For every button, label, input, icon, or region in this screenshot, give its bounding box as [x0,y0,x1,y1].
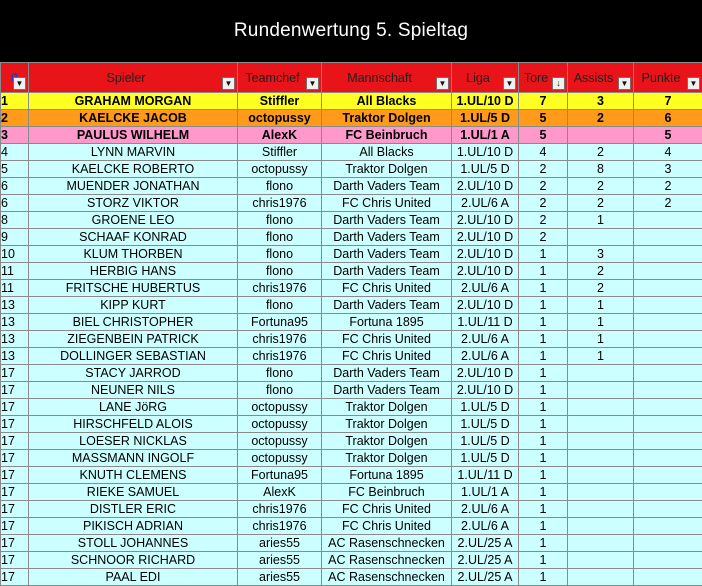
mannschaft-cell[interactable]: Darth Vaders Team [322,263,452,280]
mannschaft-cell[interactable]: Darth Vaders Team [322,297,452,314]
column-header-tore[interactable]: Tore ↓ [519,63,568,93]
rank-cell[interactable]: 8 [1,212,29,229]
table-row [1,399,702,416]
table-row [1,127,702,144]
mannschaft-cell[interactable]: AC Rasenschnecken [322,569,452,586]
header-row [1,63,702,93]
table-row [1,246,702,263]
sort-desc-icon[interactable]: ↓ [552,77,565,90]
assists-cell[interactable]: 8 [568,161,634,178]
spieler-cell[interactable]: RIEKE SAMUEL [29,484,238,501]
assists-cell[interactable]: 1 [568,331,634,348]
punkte-cell[interactable] [634,212,702,229]
spieler-cell[interactable]: MASSMANN INGOLF [29,450,238,467]
assists-cell[interactable] [568,484,634,501]
assists-cell[interactable] [568,127,634,144]
liga-cell[interactable]: 1.UL/10 D [452,93,519,110]
spieler-cell[interactable]: GRAHAM MORGAN [29,93,238,110]
spieler-cell[interactable]: BIEL CHRISTOPHER [29,314,238,331]
liga-cell[interactable]: 2.UL/25 A [452,535,519,552]
rank-cell[interactable]: 4 [1,144,29,161]
rank-cell[interactable]: 11 [1,280,29,297]
liga-cell[interactable]: 2.UL/6 A [452,195,519,212]
mannschaft-cell[interactable]: All Blacks [322,144,452,161]
mannschaft-cell[interactable]: Traktor Dolgen [322,416,452,433]
punkte-cell[interactable] [634,280,702,297]
spieler-cell[interactable]: SCHAAF KONRAD [29,229,238,246]
spieler-cell[interactable]: STOLL JOHANNES [29,535,238,552]
tore-cell[interactable]: 1 [519,450,568,467]
tore-cell[interactable]: 1 [519,314,568,331]
punkte-cell[interactable]: 5 [634,127,702,144]
liga-cell[interactable]: 2.UL/6 A [452,280,519,297]
tore-cell[interactable]: 1 [519,331,568,348]
mannschaft-cell[interactable]: FC Chris United [322,518,452,535]
tore-cell[interactable]: 1 [519,569,568,586]
rank-cell[interactable]: 6 [1,195,29,212]
mannschaft-cell[interactable]: Fortuna 1895 [322,467,452,484]
assists-cell[interactable]: 3 [568,93,634,110]
table-row [1,569,702,586]
punkte-cell[interactable] [634,246,702,263]
spieler-cell[interactable]: KLUM THORBEN [29,246,238,263]
table-row [1,331,702,348]
spieler-cell[interactable]: KIPP KURT [29,297,238,314]
spieler-cell[interactable]: NEUNER NILS [29,382,238,399]
spieler-cell[interactable]: KNUTH CLEMENS [29,467,238,484]
spieler-cell[interactable]: KAELCKE ROBERTO [29,161,238,178]
mannschaft-cell[interactable]: FC Chris United [322,280,452,297]
rank-cell[interactable]: 13 [1,331,29,348]
spieler-cell[interactable]: SCHNOOR RICHARD [29,552,238,569]
tore-cell[interactable]: 1 [519,501,568,518]
mannschaft-cell[interactable]: Darth Vaders Team [322,229,452,246]
assists-cell[interactable] [568,569,634,586]
liga-cell[interactable]: 1.UL/5 D [452,161,519,178]
teamchef-cell[interactable]: octopussy [238,433,322,450]
rank-cell[interactable]: 13 [1,314,29,331]
tore-cell[interactable]: 1 [519,246,568,263]
liga-cell[interactable]: 2.UL/10 D [452,382,519,399]
mannschaft-cell[interactable]: Traktor Dolgen [322,450,452,467]
mannschaft-cell[interactable]: FC Chris United [322,195,452,212]
teamchef-cell[interactable]: Fortuna95 [238,314,322,331]
filter-dropdown-icon[interactable]: ▼ [222,77,235,90]
spieler-cell[interactable]: MUENDER JONATHAN [29,178,238,195]
filter-dropdown-icon[interactable]: ▼ [436,77,449,90]
rank-cell[interactable]: 13 [1,297,29,314]
punkte-cell[interactable] [634,229,702,246]
punkte-cell[interactable] [634,467,702,484]
table-row [1,195,702,212]
rank-cell[interactable]: 2 [1,110,29,127]
mannschaft-cell[interactable]: FC Beinbruch [322,484,452,501]
rank-cell[interactable]: 17 [1,518,29,535]
assists-cell[interactable] [568,535,634,552]
assists-cell[interactable]: 3 [568,246,634,263]
rank-cell[interactable]: 17 [1,569,29,586]
spieler-cell[interactable]: GROENE LEO [29,212,238,229]
rank-cell[interactable]: 17 [1,399,29,416]
liga-cell[interactable]: 2.UL/6 A [452,501,519,518]
liga-cell[interactable]: 2.UL/6 A [452,348,519,365]
tore-cell[interactable]: 1 [519,552,568,569]
column-header-mannschaft[interactable]: Mannschaft ▼ [322,63,452,93]
tore-cell[interactable]: 5 [519,127,568,144]
tore-cell[interactable]: 1 [519,348,568,365]
assists-cell[interactable]: 1 [568,314,634,331]
rank-cell[interactable]: 17 [1,365,29,382]
liga-cell[interactable]: 1.UL/10 D [452,144,519,161]
teamchef-cell[interactable]: flono [238,365,322,382]
tore-cell[interactable]: 2 [519,161,568,178]
tore-cell[interactable]: 1 [519,297,568,314]
punkte-cell[interactable]: 2 [634,195,702,212]
teamchef-cell[interactable]: octopussy [238,110,322,127]
rank-cell[interactable]: 17 [1,484,29,501]
teamchef-cell[interactable]: octopussy [238,161,322,178]
table-row [1,416,702,433]
table-row [1,314,702,331]
spieler-cell[interactable]: LOESER NICKLAS [29,433,238,450]
table-row [1,110,702,127]
liga-cell[interactable]: 2.UL/10 D [452,246,519,263]
liga-cell[interactable]: 2.UL/6 A [452,331,519,348]
tore-cell[interactable]: 1 [519,365,568,382]
liga-cell[interactable]: 1.UL/11 D [452,314,519,331]
table-row [1,144,702,161]
liga-cell[interactable]: 2.UL/10 D [452,229,519,246]
punkte-cell[interactable]: 2 [634,178,702,195]
liga-cell[interactable]: 1.UL/5 D [452,433,519,450]
liga-cell[interactable]: 1.UL/1 A [452,484,519,501]
liga-cell[interactable]: 2.UL/10 D [452,263,519,280]
liga-cell[interactable]: 2.UL/25 A [452,569,519,586]
mannschaft-cell[interactable]: Traktor Dolgen [322,161,452,178]
liga-cell[interactable]: 2.UL/10 D [452,297,519,314]
teamchef-cell[interactable]: AlexK [238,484,322,501]
rank-cell[interactable]: 17 [1,382,29,399]
liga-cell[interactable]: 1.UL/5 D [452,416,519,433]
assists-cell[interactable] [568,399,634,416]
table-row [1,348,702,365]
mannschaft-cell[interactable]: Darth Vaders Team [322,382,452,399]
mannschaft-cell[interactable]: Darth Vaders Team [322,246,452,263]
table-row [1,161,702,178]
spieler-cell[interactable]: PAULUS WILHELM [29,127,238,144]
assists-cell[interactable] [568,467,634,484]
assists-cell[interactable]: 2 [568,280,634,297]
filter-dropdown-icon[interactable]: ▼ [13,77,26,90]
tore-cell[interactable]: 2 [519,178,568,195]
rank-cell[interactable]: 5 [1,161,29,178]
punkte-cell[interactable] [634,450,702,467]
teamchef-cell[interactable]: flono [238,212,322,229]
liga-cell[interactable]: 1.UL/11 D [452,467,519,484]
rank-cell[interactable]: 17 [1,450,29,467]
teamchef-cell[interactable]: flono [238,178,322,195]
liga-cell[interactable]: 2.UL/10 D [452,365,519,382]
table-row [1,382,702,399]
teamchef-cell[interactable]: flono [238,382,322,399]
teamchef-cell[interactable]: aries55 [238,569,322,586]
assists-cell[interactable] [568,450,634,467]
ranking-table [0,62,702,586]
liga-cell[interactable]: 2.UL/10 D [452,212,519,229]
mannschaft-cell[interactable]: Darth Vaders Team [322,178,452,195]
spieler-cell[interactable]: KAELCKE JACOB [29,110,238,127]
tore-cell[interactable]: 1 [519,433,568,450]
punkte-cell[interactable] [634,569,702,586]
spieler-cell[interactable]: PIKISCH ADRIAN [29,518,238,535]
liga-cell[interactable]: 1.UL/5 D [452,450,519,467]
spieler-cell[interactable]: PAAL EDI [29,569,238,586]
assists-cell[interactable]: 1 [568,212,634,229]
filter-dropdown-icon[interactable]: ▼ [503,77,516,90]
table-row [1,178,702,195]
sheet-title-bar [0,0,702,62]
mannschaft-cell[interactable]: Fortuna 1895 [322,314,452,331]
teamchef-cell[interactable]: aries55 [238,552,322,569]
mannschaft-cell[interactable]: AC Rasenschnecken [322,552,452,569]
assists-cell[interactable] [568,518,634,535]
punkte-cell[interactable] [634,552,702,569]
rank-cell[interactable]: 17 [1,552,29,569]
tore-cell[interactable]: 1 [519,399,568,416]
column-header-spieler[interactable]: Spieler ▼ [29,63,238,93]
table-row [1,297,702,314]
teamchef-cell[interactable]: chris1976 [238,331,322,348]
mannschaft-cell[interactable]: AC Rasenschnecken [322,535,452,552]
rank-cell[interactable]: 17 [1,535,29,552]
rank-cell[interactable]: 6 [1,178,29,195]
assists-cell[interactable] [568,382,634,399]
teamchef-cell[interactable]: aries55 [238,535,322,552]
liga-cell[interactable]: 2.UL/6 A [452,518,519,535]
mannschaft-cell[interactable]: Traktor Dolgen [322,433,452,450]
mannschaft-cell[interactable]: FC Chris United [322,331,452,348]
table-row [1,450,702,467]
table-row [1,518,702,535]
punkte-cell[interactable]: 4 [634,144,702,161]
teamchef-cell[interactable]: chris1976 [238,280,322,297]
rank-cell[interactable]: 3 [1,127,29,144]
column-header-teamchef[interactable]: Teamchef ▼ [238,63,322,93]
teamchef-cell[interactable]: Fortuna95 [238,467,322,484]
liga-cell[interactable]: 2.UL/10 D [452,178,519,195]
assists-cell[interactable] [568,501,634,518]
punkte-cell[interactable] [634,518,702,535]
filter-dropdown-icon[interactable]: ▼ [306,77,319,90]
punkte-cell[interactable] [634,382,702,399]
tore-cell[interactable]: 1 [519,535,568,552]
tore-cell[interactable]: 2 [519,229,568,246]
table-row [1,93,702,110]
filter-dropdown-icon[interactable]: ▼ [618,77,631,90]
punkte-cell[interactable]: 6 [634,110,702,127]
teamchef-cell[interactable]: flono [238,263,322,280]
tore-cell[interactable]: 1 [519,518,568,535]
punkte-cell[interactable] [634,501,702,518]
mannschaft-cell[interactable]: Traktor Dolgen [322,399,452,416]
teamchef-cell[interactable]: chris1976 [238,348,322,365]
spieler-cell[interactable]: LANE JöRG [29,399,238,416]
rank-cell[interactable]: 17 [1,416,29,433]
spieler-cell[interactable]: DISTLER ERIC [29,501,238,518]
spieler-cell[interactable]: ZIEGENBEIN PATRICK [29,331,238,348]
tore-cell[interactable]: 2 [519,212,568,229]
teamchef-cell[interactable]: octopussy [238,450,322,467]
teamchef-cell[interactable]: octopussy [238,399,322,416]
tore-cell[interactable]: 1 [519,416,568,433]
table-row [1,484,702,501]
punkte-cell[interactable] [634,331,702,348]
tore-cell[interactable]: 1 [519,280,568,297]
column-header-rank[interactable] [1,63,29,93]
spieler-cell[interactable]: FRITSCHE HUBERTUS [29,280,238,297]
punkte-cell[interactable] [634,297,702,314]
teamchef-cell[interactable]: AlexK [238,127,322,144]
assists-cell[interactable]: 2 [568,144,634,161]
punkte-cell[interactable] [634,433,702,450]
assists-cell[interactable] [568,552,634,569]
punkte-cell[interactable] [634,484,702,501]
mannschaft-cell[interactable]: FC Beinbruch [322,127,452,144]
assists-cell[interactable]: 2 [568,178,634,195]
teamchef-cell[interactable]: Stiffler [238,93,322,110]
punkte-cell[interactable] [634,314,702,331]
rank-cell[interactable]: 11 [1,263,29,280]
assists-cell[interactable]: 1 [568,297,634,314]
punkte-cell[interactable]: 7 [634,93,702,110]
liga-cell[interactable]: 1.UL/5 D [452,399,519,416]
assists-cell[interactable] [568,365,634,382]
table-row [1,280,702,297]
mannschaft-cell[interactable]: Traktor Dolgen [322,110,452,127]
rank-cell[interactable]: 17 [1,501,29,518]
table-row [1,552,702,569]
mannschaft-cell[interactable]: FC Chris United [322,348,452,365]
mannschaft-cell[interactable]: FC Chris United [322,501,452,518]
mannschaft-cell[interactable]: All Blacks [322,93,452,110]
punkte-cell[interactable]: 3 [634,161,702,178]
rank-cell[interactable]: 17 [1,433,29,450]
rank-cell[interactable]: 9 [1,229,29,246]
spieler-cell[interactable]: DOLLINGER SEBASTIAN [29,348,238,365]
column-header-assists[interactable]: Assists ▼ [568,63,634,93]
mannschaft-cell[interactable]: Darth Vaders Team [322,365,452,382]
teamchef-cell[interactable]: chris1976 [238,501,322,518]
spieler-cell[interactable]: LYNN MARVIN [29,144,238,161]
teamchef-cell[interactable]: chris1976 [238,195,322,212]
table-row [1,501,702,518]
punkte-cell[interactable] [634,348,702,365]
tore-cell[interactable]: 2 [519,195,568,212]
table-row [1,535,702,552]
assists-cell[interactable] [568,416,634,433]
filter-dropdown-icon[interactable]: ▼ [687,77,700,90]
teamchef-cell[interactable]: flono [238,246,322,263]
table-row [1,229,702,246]
liga-cell[interactable]: 2.UL/25 A [452,552,519,569]
spieler-cell[interactable]: HIRSCHFELD ALOIS [29,416,238,433]
sheet-title: Rundenwertung 5. Spieltag [234,20,468,42]
tore-cell[interactable]: 1 [519,263,568,280]
table-row [1,433,702,450]
assists-cell[interactable]: 2 [568,263,634,280]
table-row [1,467,702,484]
teamchef-cell[interactable]: flono [238,229,322,246]
tore-cell[interactable]: 1 [519,484,568,501]
table-row [1,212,702,229]
punkte-cell[interactable] [634,416,702,433]
punkte-cell[interactable] [634,399,702,416]
liga-cell[interactable]: 1.UL/1 A [452,127,519,144]
teamchef-cell[interactable]: flono [238,297,322,314]
table-row [1,263,702,280]
rank-cell[interactable]: 1 [1,93,29,110]
spieler-cell[interactable]: STORZ VIKTOR [29,195,238,212]
rank-cell[interactable]: 13 [1,348,29,365]
punkte-cell[interactable] [634,263,702,280]
tore-cell[interactable]: 1 [519,382,568,399]
mannschaft-cell[interactable]: Darth Vaders Team [322,212,452,229]
column-header-liga[interactable]: Liga ▼ [452,63,519,93]
tore-cell[interactable]: 5 [519,110,568,127]
punkte-cell[interactable] [634,365,702,382]
rank-cell[interactable]: 17 [1,467,29,484]
teamchef-cell[interactable]: octopussy [238,416,322,433]
assists-cell[interactable] [568,229,634,246]
assists-cell[interactable]: 2 [568,110,634,127]
assists-cell[interactable]: 1 [568,348,634,365]
column-header-punkte[interactable]: Punkte ▼ [634,63,702,93]
tore-cell[interactable]: 7 [519,93,568,110]
assists-cell[interactable]: 2 [568,195,634,212]
teamchef-cell[interactable]: chris1976 [238,518,322,535]
punkte-cell[interactable] [634,535,702,552]
tore-cell[interactable]: 1 [519,467,568,484]
assists-cell[interactable] [568,433,634,450]
rank-cell[interactable]: 10 [1,246,29,263]
liga-cell[interactable]: 1.UL/5 D [452,110,519,127]
tore-cell[interactable]: 4 [519,144,568,161]
spieler-cell[interactable]: STACY JARROD [29,365,238,382]
table-row [1,365,702,382]
teamchef-cell[interactable]: Stiffler [238,144,322,161]
spieler-cell[interactable]: HERBIG HANS [29,263,238,280]
